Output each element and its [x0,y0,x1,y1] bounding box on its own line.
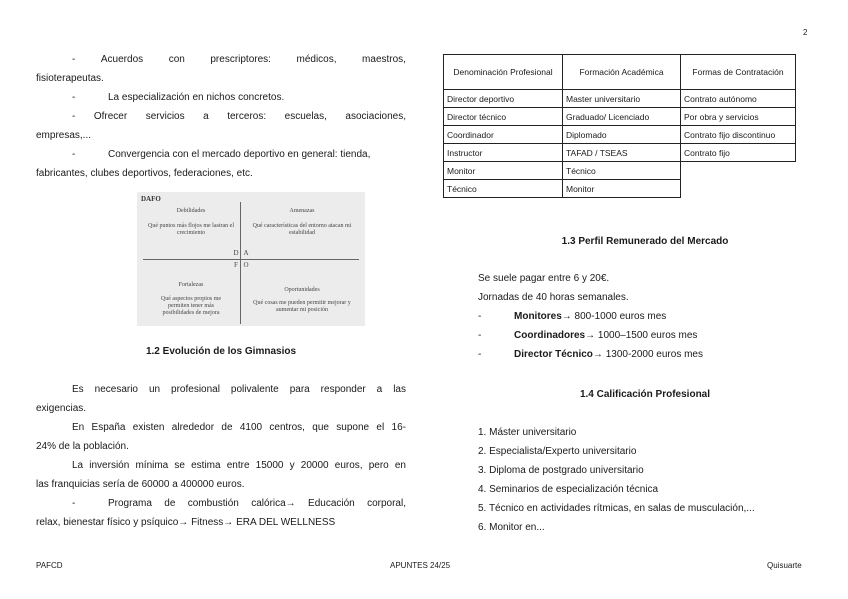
salary-amount: → 1300-2000 euros mes [592,349,703,360]
table-header-cell: Formas de Contratación [681,55,796,90]
dafo-diagram [137,192,365,326]
left-bullets [36,50,406,183]
salary-role: Coordinadores [514,330,586,341]
table-row [444,180,796,198]
p2-line-2: 24% de la población. [36,441,129,452]
dafo-letter-o: O [243,261,249,269]
list-item: 2. Especialista/Experto universitario [478,446,637,457]
table-cell: Técnico [444,180,563,198]
dafo-oportunidades-q: Qué cosas me pueden permitir mejorar y aumentar mi posición [253,300,351,313]
table-cell-empty [681,180,796,198]
heading-1-4: 1.4 Calificación Profesional [579,389,711,400]
salary-role: Director Técnico [514,349,593,360]
bullet-3-line-1 [36,107,406,126]
word: médicos, [296,54,337,65]
dash: - [72,111,76,122]
table-cell: Contrato fijo discontinuo [681,126,796,144]
table-cell: Director deportivo [444,90,563,108]
p3-line-1: La inversión mínima se estima entre 15000 y 20000 euros, pero en [72,460,406,471]
dafo-letter-d: D [233,249,239,257]
footer-center: APUNTES 24/25 [390,561,451,570]
bullet-1-line-2: fisioterapeutas. [36,73,104,84]
salary-amount: → 1000–1500 euros mes [585,330,698,341]
bullet-4-text: Convergencia con el mercado deportivo en general: tienda, [108,149,371,160]
left-paragraphs [36,380,406,532]
profession-table [443,54,796,198]
table-row [444,126,796,144]
p4-line-2: relax, bienestar físico y psíquico→ Fitness→ ERA DEL WELLNESS [36,517,336,528]
dash: - [72,54,76,65]
list-item: 4. Seminarios de especialización técnica [478,484,659,495]
table-row [444,90,796,108]
footer-left: PAFCD [36,561,63,570]
salary-item [478,345,812,364]
p4-text: Programa de combustión calórica→ Educación corporal, [108,498,406,509]
pay-line-1: Se suele pagar entre 6 y 20€. [478,273,610,284]
p3-line-2: las franquicias sería de 60000 a 400000 euros. [36,479,245,490]
pay-section [478,269,812,364]
table-cell: Contrato fijo [681,144,796,162]
word: servicios [145,111,185,122]
table-cell: Director técnico [444,108,563,126]
word: maestros, [362,54,406,65]
heading-1-2: 1.2 Evolución de los Gimnasios [145,346,297,357]
dafo-title: DAFO [141,195,161,203]
salary-item [478,326,812,345]
word: asociaciones, [345,111,406,122]
word: terceros: [227,111,267,122]
table-cell: Monitor [444,162,563,180]
table-cell: Técnico [563,162,681,180]
list-item: 5. Técnico en actividades rítmicas, en salas de musculación,... [478,503,755,514]
dafo-amenazas: Amenazas [289,208,315,214]
table-cell: Monitor [563,180,681,198]
p4-line-1 [36,494,406,513]
dafo-fortalezas: Fortalezas [178,282,204,288]
word: Ofrecer [93,111,128,122]
dash: - [478,311,482,322]
bullet-2 [36,88,406,107]
bullet-4-line-2: fabricantes, clubes deportivos, federaciones, etc. [36,168,253,179]
table-cell: Instructor [444,144,563,162]
table-cell: Coordinador [444,126,563,144]
table-cell: Master universitario [563,90,681,108]
word: Acuerdos [100,54,144,65]
salary-item [478,307,812,326]
table-cell: Por obra y servicios [681,108,796,126]
table-row [444,162,796,180]
table-header-cell: Denominación Profesional [444,55,563,90]
bullet-4-line-1 [36,145,406,164]
dafo-letter-f: F [234,261,238,269]
dafo-letter-a: A [243,249,249,257]
table-cell-empty [681,162,796,180]
word: prescriptores: [210,54,271,65]
list-item: 1. Máster universitario [478,427,577,438]
dafo-fortalezas-q: Qué aspectos propios me permiten tener más posibilidades de mejora [160,296,222,316]
word: con [168,54,185,65]
table-header-cell: Formación Académica [563,55,681,90]
table-cell: Graduado/ Licenciado [563,108,681,126]
table-cell: Contrato autónomo [681,90,796,108]
dafo-vertical-line [240,202,241,324]
pay-line-2: Jornadas de 40 horas semanales. [478,292,629,303]
dash: - [72,149,76,160]
bullet-2-text: La especialización en nichos concretos. [108,92,285,103]
dash: - [72,92,76,103]
table-cell: TAFAD / TSEAS [563,144,681,162]
footer-right: Quisuarte [767,561,802,570]
word: a [203,111,209,122]
list-item: 6. Monitor en... [478,522,545,533]
bullet-1-line-1 [36,50,406,69]
table-row [444,108,796,126]
dafo-debilidades: Debilidades [176,208,206,214]
dash: - [72,498,76,509]
dafo-horizontal-line [143,259,359,260]
page-number: 2 [803,28,808,37]
table-row [444,144,796,162]
table-header-row [444,55,796,90]
word: escuelas, [284,111,327,122]
bullet-3-line-2: empresas,... [36,130,92,141]
salary-amount: → 800-1000 euros mes [561,311,667,322]
salary-role: Monitores [514,311,562,322]
heading-1-3: 1.3 Perfil Remunerado del Mercado [561,236,729,247]
dafo-oportunidades: Oportunidades [284,287,320,293]
dash: - [478,349,482,360]
dash: - [478,330,482,341]
list-item: 3. Diploma de postgrado universitario [478,465,644,476]
dafo-debilidades-q: Qué puntos más flojos me lastran el crecimiento [148,223,234,236]
p1-line-1: Es necesario un profesional polivalente para responder a las [72,384,406,395]
p1-line-2: exigencias. [36,403,87,414]
dafo-amenazas-q: Qué características del entorno atacan mi estabilidad [252,223,352,236]
table-cell: Diplomado [563,126,681,144]
qualification-list [478,423,812,537]
p2-line-1: En España existen alrededor de 4100 centros, que supone el 16- [72,422,406,433]
